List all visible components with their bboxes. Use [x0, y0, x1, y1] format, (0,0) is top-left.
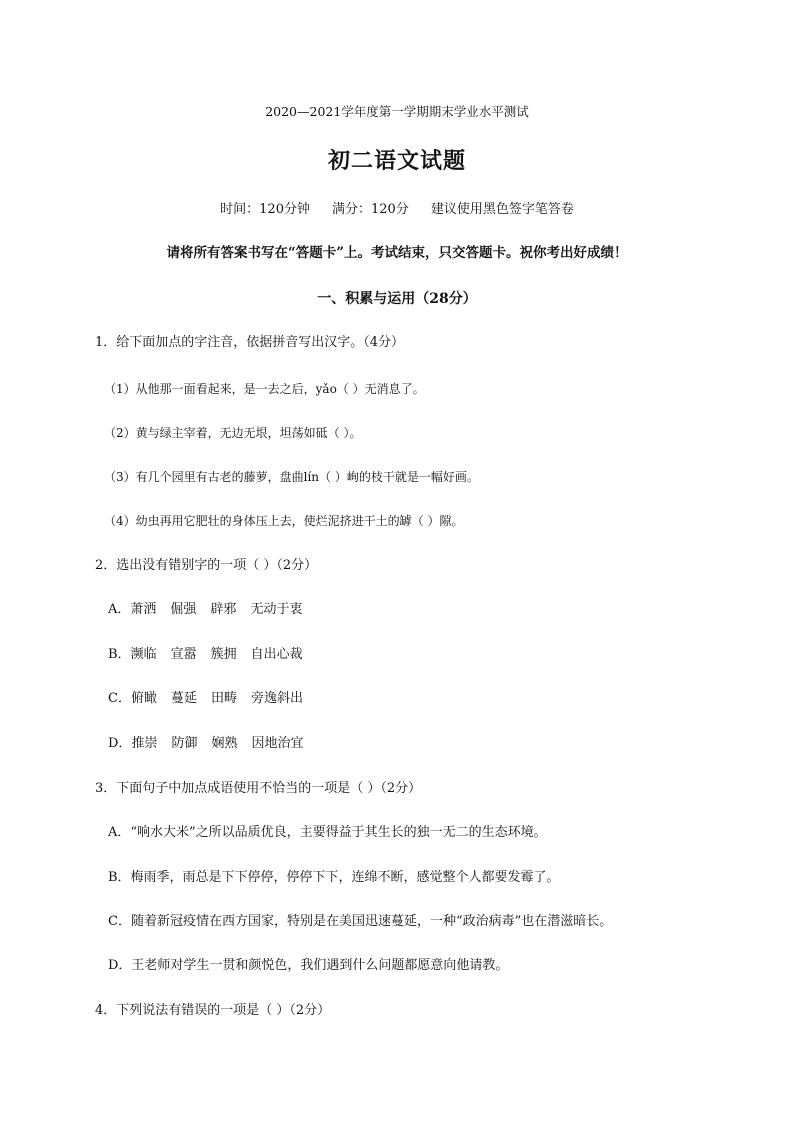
option-word: 簇拥	[210, 647, 237, 662]
question-1-item-1: （1）从他那一面看起来，是一去之后，yǎo（ ）无消息了。	[104, 382, 425, 396]
question-4-stem: 4．下列说法有错误的一项是（ ）（2分）	[95, 1003, 331, 1018]
question-2-option-c	[108, 690, 303, 708]
option-word: 推崇	[131, 736, 158, 751]
question-3-option-d: D．王老师对学生一贯和颜悦色，我们遇到什么问题都愿意向他请教。	[108, 958, 509, 973]
option-word: 自出心裁	[250, 647, 303, 662]
exam-time: 时间：120分钟	[220, 202, 310, 217]
section-heading: 一、积累与运用（28分）	[317, 291, 477, 307]
option-letter: D．	[108, 736, 132, 751]
option-word: 濒临	[130, 647, 157, 662]
question-2-option-b	[108, 646, 303, 664]
option-word: 娴熟	[211, 736, 238, 751]
question-2-option-d	[108, 735, 304, 753]
option-word: 防御	[171, 736, 198, 751]
option-word: 倔强	[170, 602, 197, 617]
option-word: 旁逸斜出	[251, 691, 304, 706]
question-1-item-4: （4）幼虫再用它肥壮的身体压上去，使烂泥挤进干土的罅（ ）隙。	[104, 514, 464, 528]
option-word: 田畴	[210, 691, 237, 706]
option-letter: A．	[108, 602, 131, 617]
question-1-item-2: （2）黄与绿主宰着，无边无垠，坦荡如砥（ ）。	[104, 426, 362, 440]
exam-full-score: 满分：120分	[331, 202, 409, 217]
option-word: 宣嚣	[170, 647, 197, 662]
option-letter: C．	[108, 691, 131, 706]
question-3-option-c: C．随着新冠疫情在西方国家，特别是在美国迅速蔓延，一种“政治病毒”也在潜滋暗长。	[108, 914, 613, 929]
option-word: 萧洒	[130, 602, 157, 617]
option-word: 蔓延	[170, 691, 197, 706]
question-3-option-b: B．梅雨季，雨总是下下停停，停停下下，连绵不断，感觉整个人都要发霉了。	[108, 870, 560, 885]
exam-info-line	[0, 201, 794, 219]
option-word: 俯瞰	[130, 691, 157, 706]
option-word: 辟邪	[210, 602, 237, 617]
option-word: 无动于衷	[250, 602, 303, 617]
question-2-option-a	[108, 601, 302, 619]
exam-notice: 请将所有答案书写在“答题卡”上。考试结束，只交答题卡。祝你考出好成绩！	[166, 245, 628, 261]
exam-pen-note: 建议使用黑色签字笔答卷	[430, 202, 574, 217]
question-3-option-a: A．“响水大米”之所以品质优良，主要得益于其生长的独一无二的生态环境。	[108, 825, 547, 840]
exam-year-line: 2020—2021学年度第一学期期末学业水平测试	[265, 104, 529, 119]
question-2-stem: 2．选出没有错别字的一项（ ）（2分）	[95, 558, 318, 573]
question-1-item-3: （3）有几个园里有古老的藤萝，盘曲lín（ ）峋的枝干就是一幅好画。	[104, 470, 479, 484]
question-1-stem: 1．给下面加点的字注音，依据拼音写出汉字。（4分）	[95, 335, 405, 350]
question-3-stem: 3．下面句子中加点成语使用不恰当的一项是（ ）（2分）	[95, 781, 422, 796]
page-title: 初二语文试题	[327, 148, 466, 174]
option-letter: B．	[108, 647, 131, 662]
option-word: 因地治宜	[251, 736, 304, 751]
